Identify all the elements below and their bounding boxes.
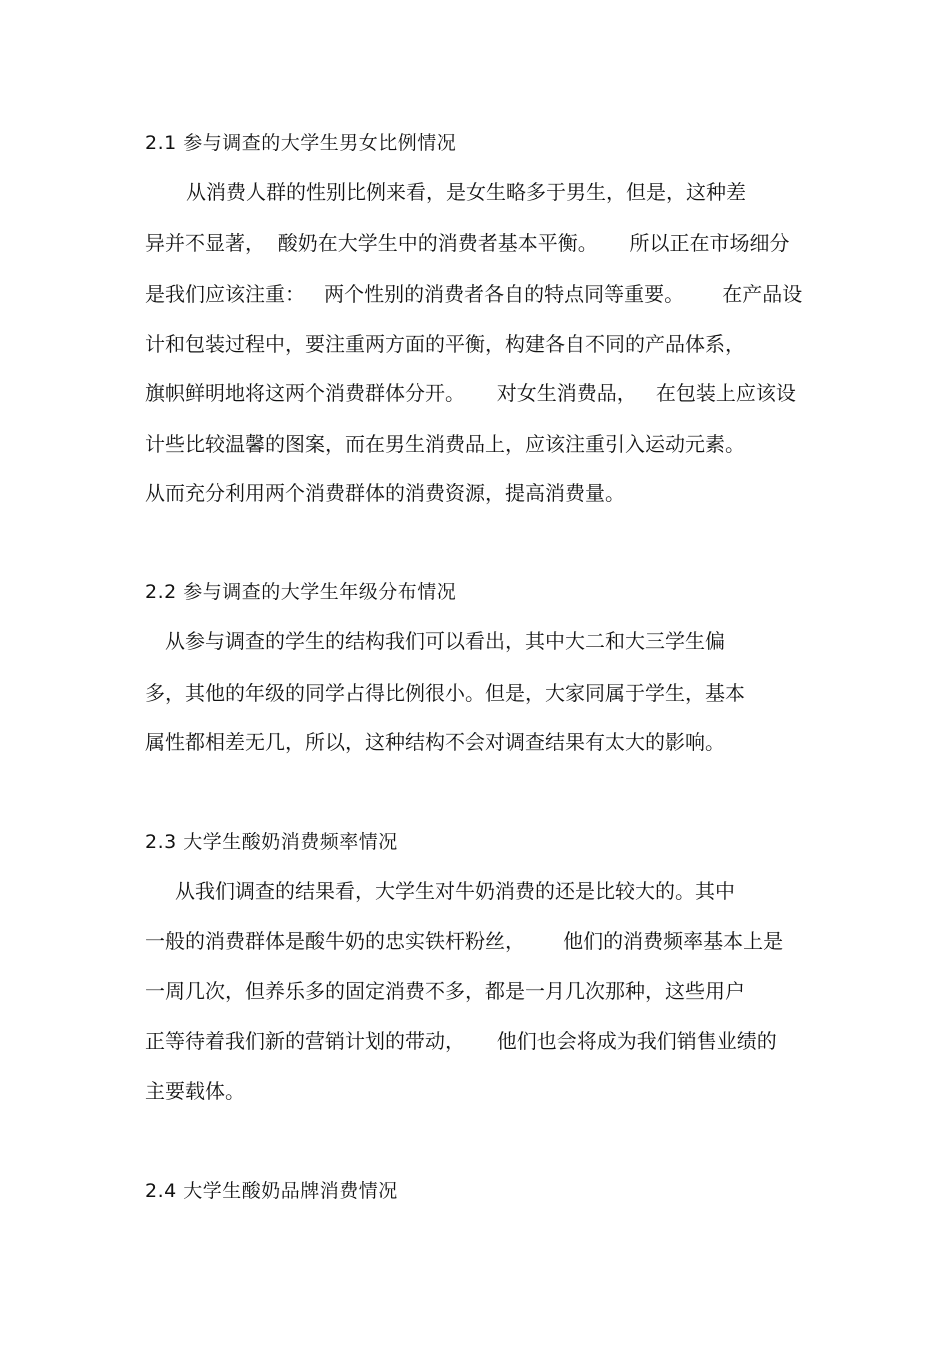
paragraph-line: 计些比较温馨的图案，而在男生消费品上，应该注重引入运动元素。 — [145, 432, 745, 456]
paragraph-line: 计和包装过程中，要注重两方面的平衡，构建各自不同的产品体系， — [145, 332, 745, 356]
section-heading: 2.3 大学生酸奶消费频率情况 — [145, 831, 398, 853]
paragraph-line: 从参与调查的学生的结构我们可以看出，其中大二和大三学生偏 — [165, 629, 725, 653]
section-heading: 2.1 参与调查的大学生男女比例情况 — [145, 132, 457, 154]
paragraph-line: 正等待着我们新的营销计划的带动， 他们也会将成为我们销售业绩的 — [145, 1029, 777, 1053]
paragraph-line: 主要载体。 — [145, 1079, 245, 1103]
paragraph-line: 一般的消费群体是酸牛奶的忠实铁杆粉丝， 他们的消费频率基本上是 — [145, 929, 784, 953]
paragraph-line: 多，其他的年级的同学占得比例很小。但是，大家同属于学生，基本 — [145, 681, 745, 705]
paragraph-line: 从我们调查的结果看，大学生对牛奶消费的还是比较大的。其中 — [175, 879, 735, 903]
section-heading: 2.4 大学生酸奶品牌消费情况 — [145, 1180, 398, 1202]
paragraph-line: 一周几次，但养乐多的固定消费不多，都是一月几次那种，这些用户 — [145, 979, 745, 1003]
paragraph-line: 从而充分利用两个消费群体的消费资源，提高消费量。 — [145, 481, 625, 505]
paragraph-line: 属性都相差无几，所以，这种结构不会对调查结果有太大的影响。 — [145, 730, 725, 754]
paragraph-line: 旗帜鲜明地将这两个消费群体分开。 对女生消费品， 在包装上应该设 — [145, 381, 796, 405]
paragraph-line: 是我们应该注重： 两个性别的消费者各自的特点同等重要。 在产品设 — [145, 282, 803, 306]
paragraph-line: 从消费人群的性别比例来看，是女生略多于男生，但是，这种差 — [186, 180, 746, 204]
section-heading: 2.2 参与调查的大学生年级分布情况 — [145, 581, 457, 603]
paragraph-line: 异并不显著， 酸奶在大学生中的消费者基本平衡。 所以正在市场细分 — [145, 231, 790, 255]
